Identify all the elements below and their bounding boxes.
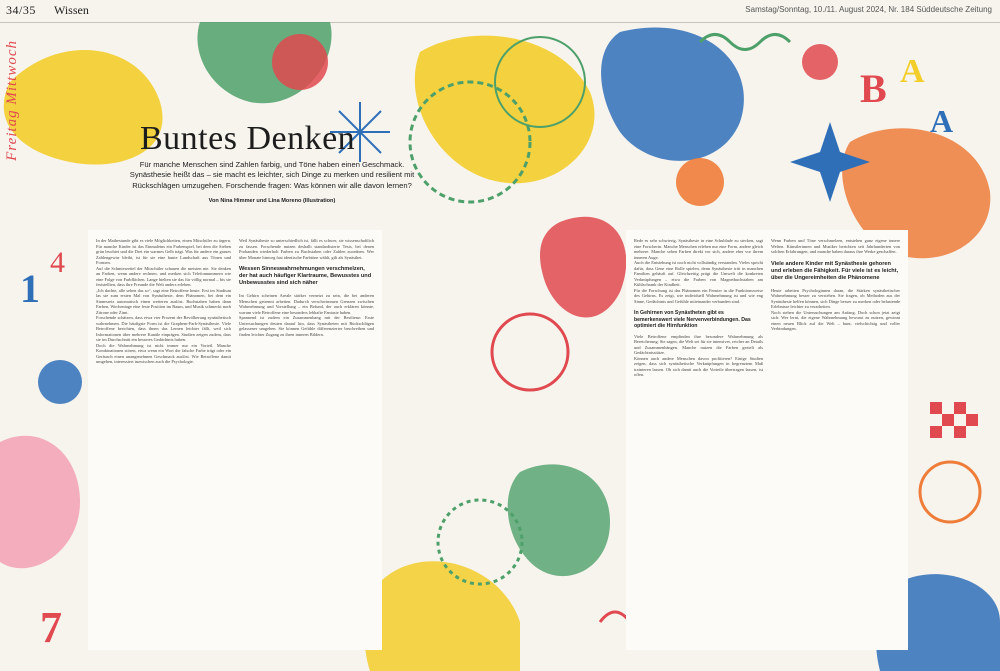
paragraph: Wenn Farben und Töne verschmelzen, entstehen ganz eigene innere Welten. Künstlerinnen und Musiker berichten seit Jahrhunderten von solchen Erfahrungen, und manche haben daraus ihre Werke geschaffen. <box>771 238 900 254</box>
svg-text:1: 1 <box>20 266 40 311</box>
dateline: Samstag/Sonntag, 10./11. August 2024, Nr. 184 Süddeutsche Zeitung <box>745 5 992 14</box>
article-deck: Für manche Menschen sind Zahlen farbig, und Töne haben einen Geschmack. Synästhesie heißt das – sie macht es leichter, sich Dinge zu merken und resilient mit Rückschlägen umzugehen. Forschende fragen: Was können wir alle davon lernen? <box>129 160 415 190</box>
text-block-right <box>626 230 908 650</box>
svg-text:A: A <box>930 103 954 139</box>
page-number: 34/35 <box>6 3 36 17</box>
paragraph: Spannend ist zudem ein Zusammenhang mit der Resilienz: Erste Untersuchungen deuten darauf hin, dass Synästheten mit Rückschlägen gelassener umgehen. Sie können Gefühle differenzierter beschreiben und finden leichter Zugang zu ihren inneren Bildern. <box>239 315 374 337</box>
paragraph: Können auch andere Menschen davon profitieren? Einige Studien zeigen, dass sich synästhetische Verknüpfungen in begrenztem Maß trainieren lassen. Ob sich damit auch die Vorteile übertragen lassen, ist offen. <box>634 355 763 377</box>
pull-quote: Viele andere Kinder mit Synästhesie gehoren und erleben die Fähigkeit. Für viele ist es leicht, über die Ungereimheiten die Phänomene <box>771 260 899 281</box>
article-byline: Von Nina Himmer und Lina Moreno (Illustration) <box>208 198 336 204</box>
paragraph: Rede es sehr schwierig, Synästhesie in eine Schublade zu stecken, sagt eine Forscherin. Manche Menschen erleben nur eine Form, andere gleich mehrere. Manche sehen Farben direkt vor sich, andere eher vor ihrem inneren Auge. <box>634 238 763 260</box>
section-title: Wissen <box>54 3 89 17</box>
pull-quote: Wessen Sinneswahrnehmungen verschmelzen, der hat auch häufiger Klartraume, Bewusstes und Unbewusstes sind sich näher <box>239 266 372 286</box>
paragraph: Im Gehirn scheinen Areale stärker vernetzt zu sein, die bei anderen Menschen getrennt arbeiten. Dadurch verschwimmen Grenzen zwischen Wahrnehmung und Vorstellung – ein Befund, der auch erklären könnte, warum viele Betroffene eine besonders lebhafte Fantasie haben. <box>239 293 374 315</box>
paragraph: „Ich dachte, alle sehen das so“, sagt eine Betroffene heute. Erst im Studium las sie zum ersten Mal von Synästhesie, dem Phänomen, bei dem ein Sinnesreiz automatisch einen weiteren auslöst. Buchstaben haben dann Farben, Wochentage eine feste Position im Raum, und Musik schmeckt nach Zitrone oder Zimt. <box>96 287 231 315</box>
paragraph: In der Mathestunde gibt es viele Möglichkeiten, einen Mitschüler zu ärgern. Für manche Kinder ist das Einmaleins ein Farbenspiel, bei dem die Sieben grün leuchtet und die Drei ein warmes Gelb trägt. Was für andere ein graues Zahlengewirr bleibt, ist für sie eine bunte Landschaft aus Tönen und Formen. <box>96 238 231 265</box>
paragraph: Noch stehen die Untersuchungen am Anfang. Doch schon jetzt zeigt sich: Wer lernt, die eigene Wahrnehmung bewusst zu nutzen, gewinnt einen neuen Blick auf die Welt – bunt, vielschichtig und voller Verbindungen. <box>771 309 900 331</box>
paragraph: Für die Forschung ist das Phänomen ein Fenster in die Funktionsweise des Gehirns. Es zeigt, wie individuell Wahrnehmung ist und wie eng Sinne, Gedächtnis und Gefühle miteinander verbunden sind. <box>634 287 763 304</box>
text-block-left <box>88 230 382 650</box>
svg-text:7: 7 <box>40 603 62 652</box>
column-3 <box>634 238 763 642</box>
svg-text:A: A <box>900 53 925 90</box>
paragraph: Weil Synästhesie so unterschiedlich ist, fällt es schwer, sie wissenschaftlich zu fassen. Forschende nutzen deshalb standardisierte Tests, bei denen Probanden wiederholt Farben zu Buchstaben oder Zahlen zuordnen. Wer über Monate hinweg fast identische Farbtöne wählt, gilt als Synästhet. <box>239 238 374 260</box>
side-label: Freitag Mittwoch <box>4 40 20 161</box>
paragraph: Forschende schätzen, dass etwa vier Prozent der Bevölkerung synästhetisch wahrnehmen. Die häufigste Form ist die Graphem-Farb-Synästhesie. Viele Betroffene berichten, dass ihnen das Lernen leichter fällt, weil sich Informationen über mehrere Kanäle einprägen. Studien zeigen zudem, dass sie im Durchschnitt ein besseres Gedächtnis haben. <box>96 315 231 342</box>
svg-text:4: 4 <box>50 246 65 279</box>
paragraph: Viele Betroffene empfinden ihre besondere Wahrnehmung als Bereicherung. Sie sagen, die Welt sei für sie intensiver, reicher an Details und Zusammenhängen. Manche nutzen die Farben gezielt als Gedächtnisstütze. <box>634 333 763 355</box>
column-2 <box>239 238 374 642</box>
subheading: In Gehirnen von Synästheten gibt es bemerkenswert viele Nervenverbindungen. Das optimiert die Hirnfunktion <box>634 310 751 329</box>
paragraph: Doch die Wahrnehmung ist nicht immer nur ein Vorteil. Manche Kombinationen stören, etwa wenn ein Wort die falsche Farbe trägt oder ein Geräusch einen unangenehmen Geschmack auslöst. Wie Betroffene damit umgehen, interessiert inzwischen auch die Psychologie. <box>96 342 231 364</box>
article-title: Buntes Denken <box>140 120 356 157</box>
paragraph: Heute arbeiten Psychologinnen daran, die Stärken synästhetischer Wahrnehmung besser zu verstehen. Sie fragen, ob Methoden aus der Synästhesie helfen können, sich Dinge besser zu merken oder belastende Erlebnisse leichter zu verarbeiten. <box>771 287 900 309</box>
column-4 <box>771 238 900 642</box>
paragraph: Auch die Entstehung ist noch nicht vollständig verstanden. Vieles spricht dafür, dass Gene eine Rolle spielen, denn Synästhesie tritt in manchen Familien gehäuft auf. Gleichzeitig prägt die Umwelt die konkreten Verknüpfungen – etwa die Farben von Magnetbuchstaben am Kühlschrank der Kindheit. <box>634 260 763 287</box>
column-1 <box>96 238 231 642</box>
paragraph: Auf die Schmierzettel der Mitschüler schauen die meisten nie. Sie denken an Farben, wenn andere rechnen, und merken sich Telefonnummern wie eine Folge von Farbflächen. Lange hielten sie das für völlig normal – bis sie feststellten, dass ihre Freunde die Welt anders erleben. <box>96 265 231 287</box>
page-header <box>0 0 1000 23</box>
svg-text:B: B <box>860 66 887 111</box>
